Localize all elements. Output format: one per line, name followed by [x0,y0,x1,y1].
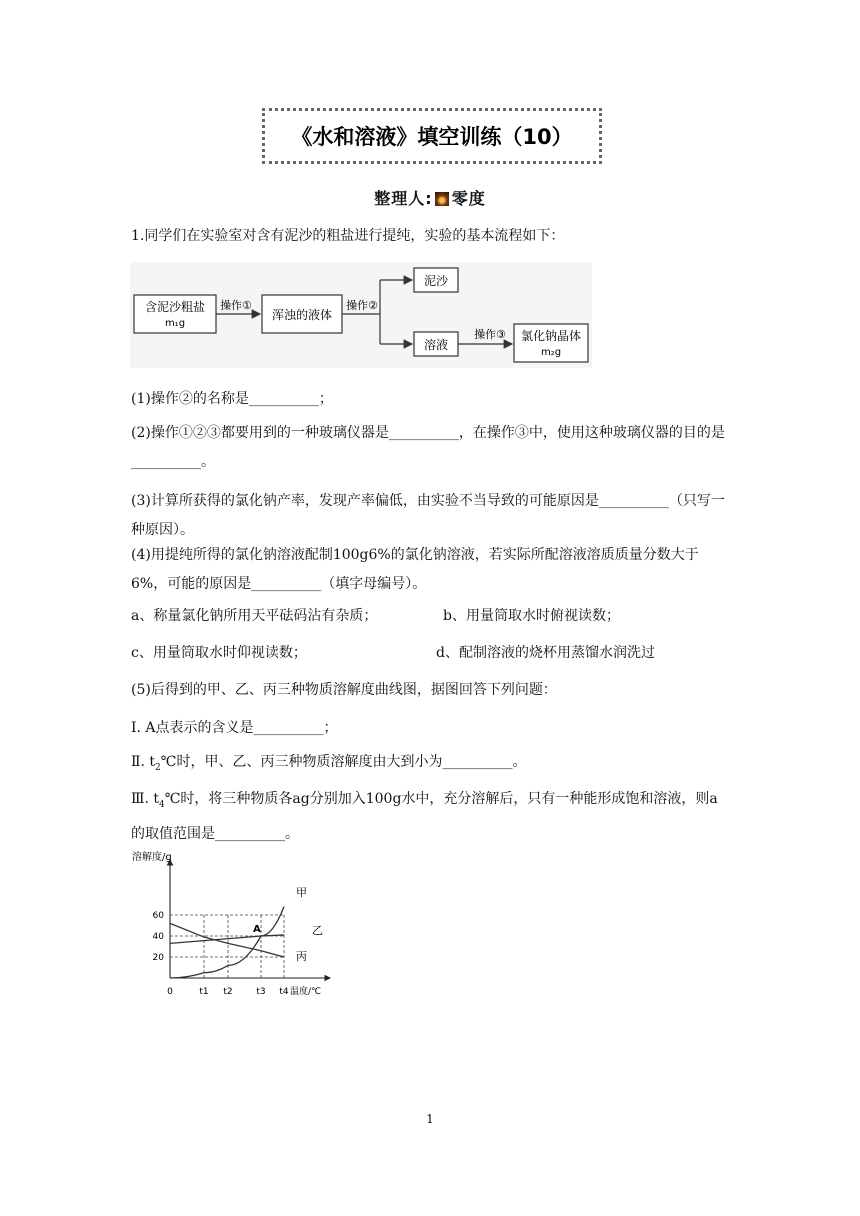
y-axis-label: 溶解度/g [132,852,172,863]
compiler-line [0,186,860,209]
option-b: b、用量筒取水时俯视读数； [443,608,620,624]
x-tick-t1: t1 [199,987,209,997]
question-1-part-4: (4)用提纯所得的氯化钠溶液配制100g6%的氯化钠溶液，若实际所配溶液溶质质量分数大于6%，可能的原因是__________（填字母编号）。 [131,547,699,592]
x-axis-label: 温度/℃ [290,987,322,997]
option-d: d、配制溶液的烧杯用蒸馏水润洗过 [436,645,655,661]
option-c: c、用量筒取水时仰视读数； [131,645,307,661]
series-label-2: 乙 [312,924,323,937]
question-1-part-5: (5)后得到的甲、乙、丙三种物质溶解度曲线图，据图回答下列问题： [131,682,557,698]
sub-question-3 [131,785,731,849]
purification-flowchart [130,262,592,368]
question-1-part-2: (2)操作①②③都要用到的一种玻璃仪器是__________，在操作③中，使用这种玻璃仪器的目的是__________。 [131,425,725,470]
flow-sand-label: 泥沙 [423,274,449,288]
flow-turbid-label: 浑浊的液体 [271,308,333,322]
flow-solution-label: 溶液 [423,338,449,352]
compiler-prefix: 整理人: [374,189,433,208]
flow-op1-label: 操作① [220,299,252,312]
sub-question-3-prefix: Ⅲ. t [131,791,160,807]
question-1-intro: 1.同学们在实验室对含有泥沙的粗盐进行提纯，实验的基本流程如下： [131,228,565,244]
sub-question-2 [131,752,526,778]
sub-question-2-subscript: 2 [155,762,161,773]
series-label-3: 丙 [296,950,307,963]
y-tick-20: 20 [152,953,164,963]
x-tick-t4: t4 [279,987,289,997]
flow-crystal-mass: m₂g [540,347,562,358]
option-a: a、称量氯化钠所用天平砝码沾有杂质； [131,608,378,624]
x-tick-t3: t3 [256,987,266,997]
y-tick-40: 40 [152,932,164,942]
compiler-avatar-icon [435,192,449,206]
y-tick-60: 60 [152,911,164,921]
sub-question-1: Ⅰ. A点表示的含义是__________； [131,720,338,736]
page-number: 1 [426,1112,434,1126]
sub-question-3-subscript: 4 [159,799,165,810]
sub-question-2-text: ℃时，甲、乙、丙三种物质溶解度由大到小为__________。 [160,754,527,770]
compiler-name: 零度 [451,189,486,208]
flow-op3-label: 操作③ [474,328,506,341]
solubility-curve-chart [130,848,345,998]
question-1-part-1: (1)操作②的名称是__________； [131,391,333,407]
page-title: 《水和溶液》填空训练（10） [262,108,602,164]
question-1-part-3: (3)计算所获得的氯化钠产率，发现产率偏低，由实验不当导致的可能原因是__________（只写一种原因）。 [131,493,725,538]
sub-question-2-prefix: Ⅱ. t [131,754,156,770]
x-tick-0: 0 [167,987,173,997]
curve-3 [170,923,284,957]
flow-crude-mass: m₁g [164,318,186,329]
flow-crude-label: 含泥沙粗盐 [144,300,206,314]
x-tick-t2: t2 [223,987,233,997]
flow-op2-label: 操作② [346,299,378,312]
sub-question-3-text: ℃时，将三种物质各ag分别加入100g水中，充分溶解后，只有一种能形成饱和溶液，则a的取值范围是__________。 [131,791,718,842]
series-label-1: 甲 [296,886,307,899]
point-a-label: A [253,924,261,935]
flow-crystal-label: 氯化钠晶体 [520,329,582,343]
